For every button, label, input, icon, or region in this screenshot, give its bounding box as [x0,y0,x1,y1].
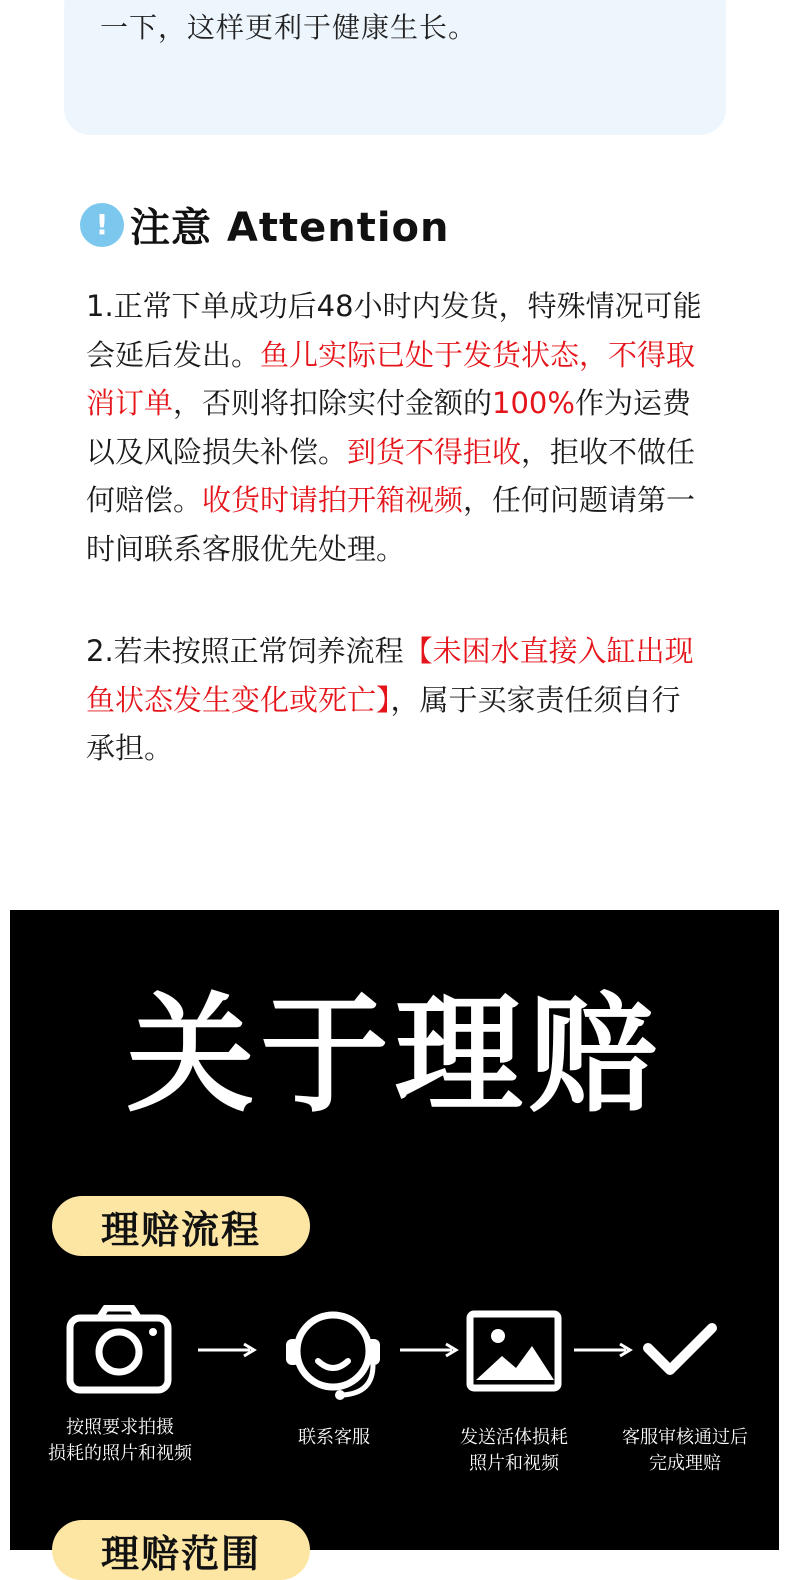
customer-service-icon [278,1303,388,1403]
tip-text: 一下，这样更利于健康生长。 [100,11,478,44]
text: 1.正常下单成功后48小时内发货，特殊情况可能会延后发出。 [86,289,702,372]
highlight: 鱼儿实际已处于发货状态，不得取消订单 [86,337,696,420]
text: ，拒收不做任何赔偿。 [86,434,696,517]
image-icon [466,1310,562,1392]
arrow-icon [398,1340,460,1360]
highlight: 【未困水直接入缸出现鱼状态发生变化或死亡】 [86,634,694,717]
claims-title: 关于理赔 [126,981,663,1130]
scope-label: 理赔范围 [52,1520,310,1580]
highlight: 100% [492,386,575,420]
step-label: 按照要求拍摄 损耗的照片和视频 [48,1417,192,1464]
step-label: 联系客服 [298,1427,370,1448]
arrow-icon [572,1340,634,1360]
attention-header [80,196,450,253]
exclamation-icon: ! [80,203,124,247]
text: 2.若未按照正常饲养流程 [86,634,404,668]
highlight: 收货时请拍开箱视频 [202,483,464,517]
text: ，否则将扣除实付金额的 [173,386,493,420]
attention-paragraph-2 [86,627,706,773]
camera-icon [66,1305,172,1395]
highlight: 到货不得拒收 [347,434,522,469]
text: ，属于买家责任须自行承担。 [86,682,681,765]
step-label: 发送活体损耗 照片和视频 [460,1427,568,1474]
text: ，任何问题请第一时间联系客服优先处理。 [86,483,696,566]
checkmark-icon [642,1320,718,1380]
process-label: 理赔流程 [52,1196,310,1256]
attention-title: 注意 Attention [130,205,450,251]
text: 作为运费以及风险损失补偿。 [86,386,691,469]
arrow-icon [196,1340,258,1360]
attention-paragraph-1 [86,282,706,573]
claims-section [10,910,779,1576]
step-label: 客服审核通过后 完成理赔 [622,1427,748,1474]
